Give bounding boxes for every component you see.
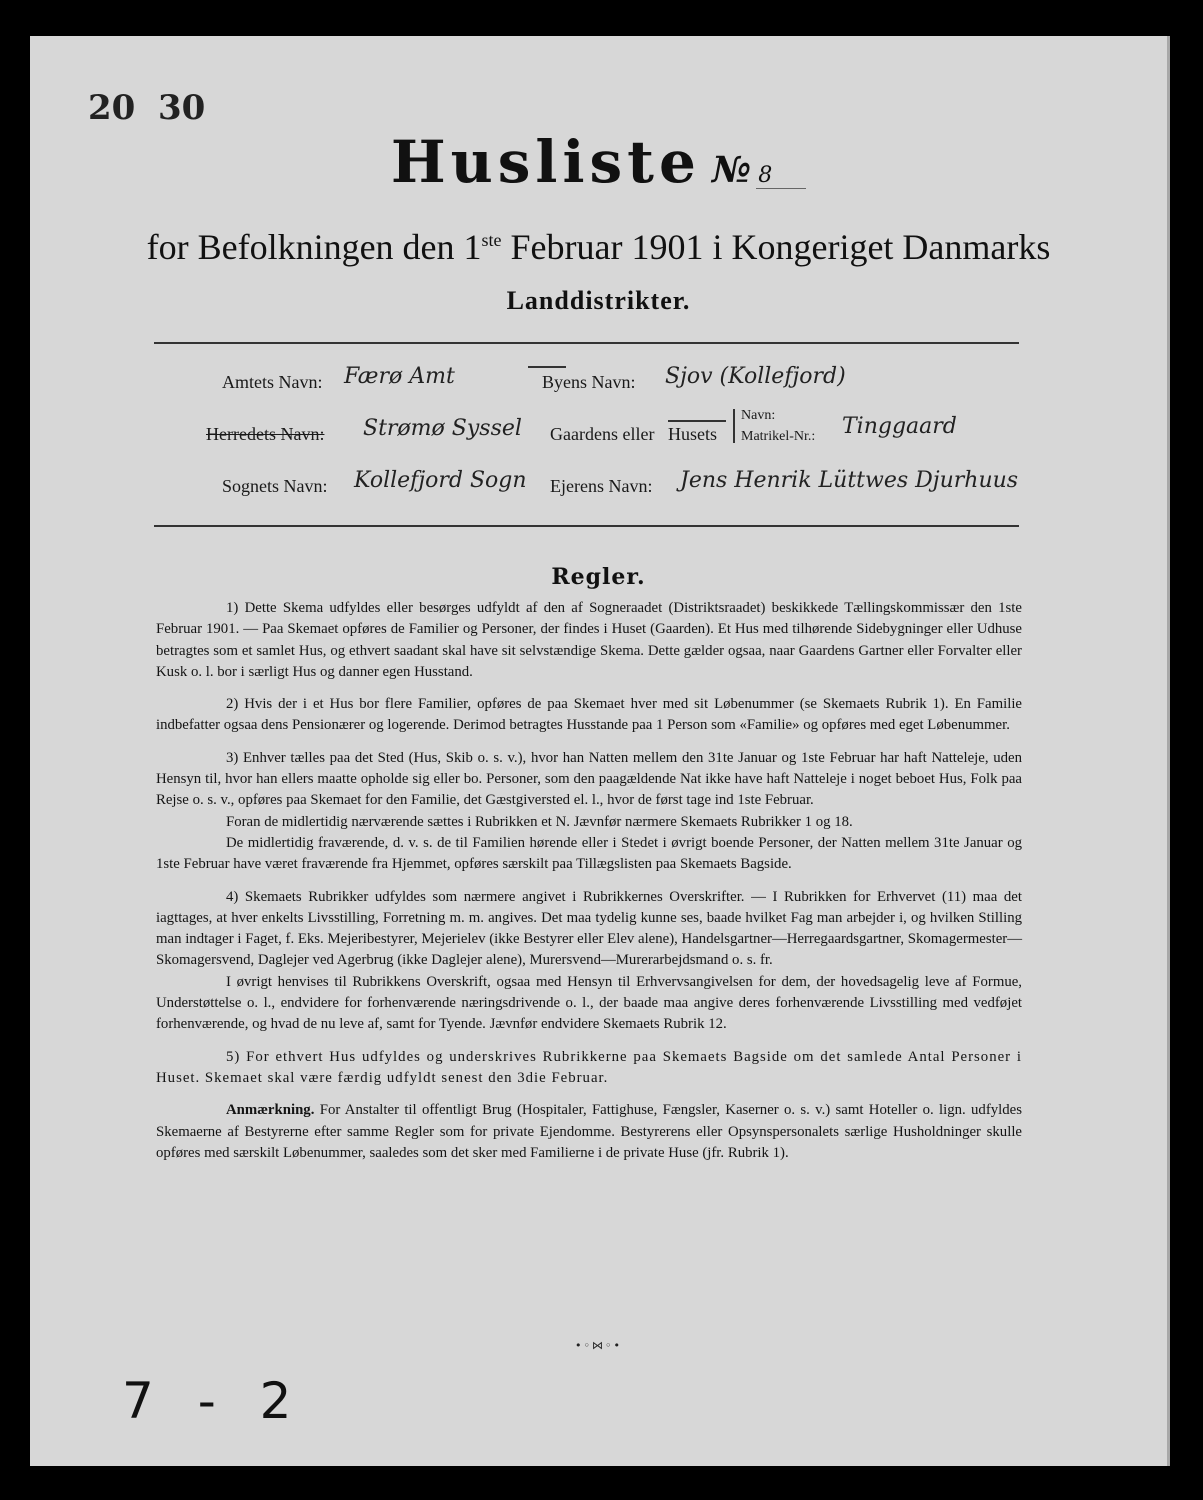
rules-heading: Regler. bbox=[551, 564, 646, 590]
note-text: For Anstalter til offentligt Brug (Hospitaler, Fattighuse, Fængsler, Kaserner o. s. v.) samt Hoteller o. lign. udfyldes Skemaerne af Bestyrerne efter samme Regler som for private Ejendomme. Bestyrerens eller Opsynspersonalets særlige Husholdninger skulle opføres med særskilt Løbenummer, saaledes som det sker med Familierne i de private Huse (jfr. Rubrik 1). bbox=[156, 1102, 1022, 1161]
byens-overline bbox=[528, 366, 566, 368]
rule-5: 5) For ethvert Hus udfyldes og underskrives Rubrikkerne paa Skemaets Bagside om det samlede Antal Personer i Huset. Skemaet skal være færdig udfyldt senest den 3die Februar. bbox=[156, 1048, 1022, 1086]
rule-4b: I øvrigt henvises til Rubrikkens Overskrift, ogsaa med Hensyn til Erhvervsangivelsen for dem, der hovedsagelig leve af Formue, Understøttelse o. l., endvidere for forhenværende næringsdrivende o. l., der baade maa angive deres forhenværende Livsstilling med vedføjet forhenværende, og hvad de nu leve af, samt for Tyende. Jævnfør endvidere Skemaets Rubrik 12. bbox=[156, 973, 1022, 1033]
gaard-navn-label: Navn: bbox=[741, 408, 776, 423]
by-value: Sjov (Kollefjord) bbox=[665, 364, 846, 389]
rule-2: 2) Hvis der i et Hus bor flere Familier, opføres de paa Skemaet hver med sit Løbenummer (se Skemaets Rubrik 1). En Familie indbefatter ogsaa dens Pensionærer og logerende. Derimod betragtes Husstande paa 1 Person som «Familie» og opføres med eget Løbenummer. bbox=[156, 696, 1022, 734]
note-label: Anmærkning. bbox=[226, 1102, 315, 1119]
rule-3b: Foran de midlertidig nærværende sættes i Rubrikken et N. Jævnfør nærmere Skemaets Rubrikker 1 og 18. bbox=[226, 813, 853, 830]
ejer-value: Jens Henrik Lüttwes Djurhuus bbox=[680, 468, 1019, 493]
gaard-label-a: Gaardens eller bbox=[550, 424, 655, 444]
number-value: 8 bbox=[756, 163, 806, 189]
rules-body bbox=[156, 598, 1022, 1175]
gaard-matr-label: Matrikel-Nr.: bbox=[741, 429, 816, 444]
amt-label: Amtets Navn: bbox=[222, 372, 323, 392]
herred-label: Herredets Navn: bbox=[206, 424, 325, 444]
sogn-label: Sognets Navn: bbox=[222, 476, 328, 496]
page-title: Husliste bbox=[390, 128, 701, 196]
by-label: Byens Navn: bbox=[542, 372, 636, 392]
brace bbox=[733, 409, 735, 443]
subtitle-after: Februar 1901 i Kongeriget Danmarks bbox=[501, 227, 1051, 267]
divider-bottom bbox=[154, 525, 1019, 527]
note bbox=[156, 1100, 1022, 1164]
bottom-handwriting: 7 - 2 bbox=[122, 1372, 306, 1430]
rule-3c: De midlertidig fraværende, d. v. s. de til Familien hørende eller i Stedet i øvrigt boende Personer, der Natten mellem 31te Januar og 1ste Februar have været fraværende fra Hjemmet, opføres særskilt paa Tillægslisten paa Skemaets Bagside. bbox=[156, 834, 1022, 873]
rule-3: 3) Enhver tælles paa det Sted (Hus, Skib o. s. v.), hvor han Natten mellem den 31te Januar og 1ste Februar har haft Natteleje, uden Hensyn til, hvor han ellers maatte opholde sig eller bo. Personer, som den paagældende Nat ikke have haft Natteleje i noget beboet Hus, Folk paa Rejse o. s. v., opføres paa Skemaet for den Familie, det Gæstgiversted el. l., hvor de først tage ind 1ste Februar. bbox=[156, 749, 1022, 809]
herred-value: Strømø Syssel bbox=[363, 416, 522, 441]
stamp-number-left: 20 bbox=[88, 88, 136, 128]
number-label: № bbox=[711, 149, 752, 191]
census-sheet bbox=[30, 36, 1170, 1466]
subtitle-sup: ste bbox=[481, 230, 502, 250]
husets-overline bbox=[668, 420, 726, 422]
title-row bbox=[30, 128, 1167, 196]
sogn-value: Kollefjord Sogn bbox=[354, 468, 527, 493]
rule-4: 4) Skemaets Rubrikker udfyldes som nærmere angivet i Rubrikkernes Overskrifter. — I Rubrikken for Erhvervet (11) maa det iagttages, at hver enkelts Livsstilling, Forretning m. m. angives. Det maa tydelig kunne ses, baade hvilket Fag man arbejder i, og hvilken Stilling man indtager i Faget, f. Eks. Mejeribestyrer, Mejerielev (ikke Bestyrer eller Elev alene), Handelsgartner—Herregaardsgartner, Skomagermester—Skomagersvend, Daglejer ved Agerbrug (ikke Daglejer alene), Murersvend—Murerarbejdsmand o. s. fr. bbox=[156, 888, 1022, 969]
district-heading: Landdistrikter. bbox=[506, 286, 691, 315]
gaard-label-b: Husets bbox=[668, 424, 717, 444]
divider-top bbox=[154, 342, 1019, 344]
stamp-number-right: 30 bbox=[158, 88, 206, 128]
gaard-value: Tinggaard bbox=[842, 414, 957, 439]
subtitle bbox=[30, 226, 1167, 268]
subtitle-before: for Befolkningen den 1 bbox=[146, 227, 482, 267]
rule-1: 1) Dette Skema udfyldes eller besørges udfyldt af den af Sogneraadet (Distriktsraadet) beskikkede Tællingskommissær den 1ste Februar 1901. — Paa Skemaet opføres de Familier og Personer, der findes i Huset (Gaarden). Et Hus med tilhørende Sidebygninger eller Udhuse betragtes som et samlet Hus, og ethvert saadant skal have sit selvstændige Skema. Dette gælder ogsaa, naar Gaardens Gartner eller Forvalter eller Kusk o. l. bor i særligt Hus og danner egen Husstand. bbox=[156, 600, 1022, 680]
amt-value: Færø Amt bbox=[344, 364, 455, 389]
ornament: •◦⋈◦• bbox=[575, 1339, 622, 1352]
ejer-label: Ejerens Navn: bbox=[550, 476, 653, 496]
